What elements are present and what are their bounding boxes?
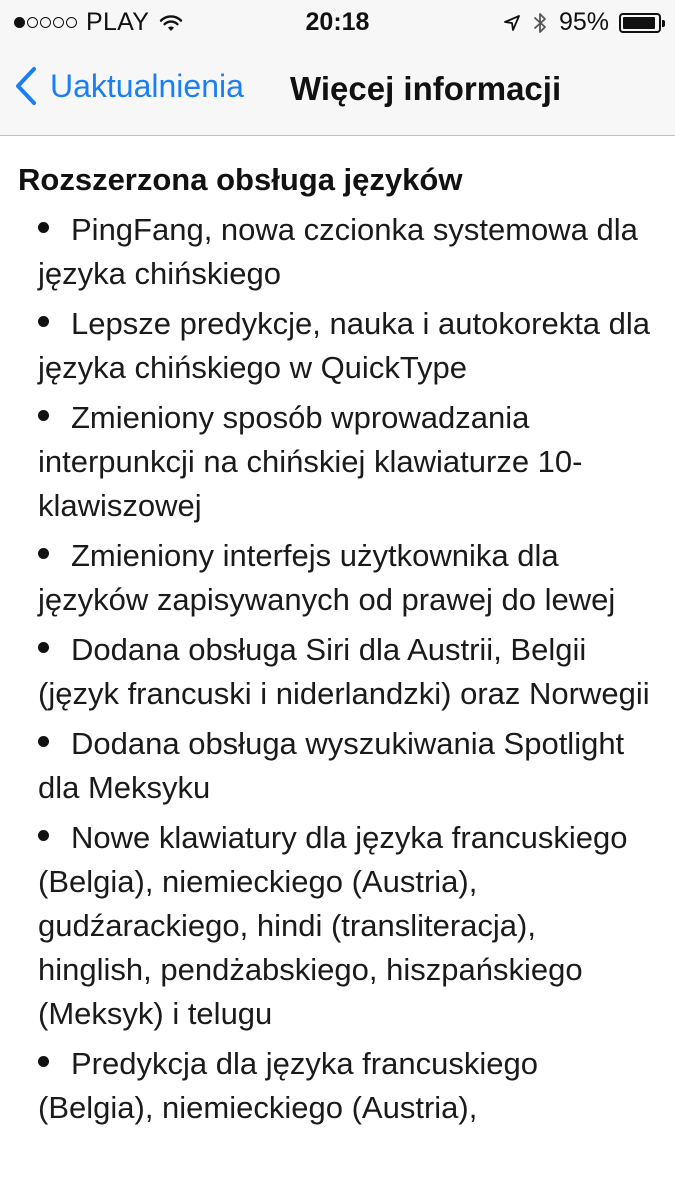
list-item <box>38 816 657 1036</box>
list-item-text: Nowe klawiatury dla języka francuskiego (Belgia), niemieckiego (Austria), gudźarackiego, hindi (transliteracja), hinglish, pendżabskiego, hiszpańskiego (Meksyk) i telugu <box>38 820 628 1031</box>
bullet-dot-icon <box>38 316 49 327</box>
section-heading: Rozszerzona obsługa języków <box>18 162 463 197</box>
list-item-text: Zmieniony interfejs użytkownika dla języków zapisywanych od prawej do lewej <box>38 538 616 617</box>
bullet-dot-icon <box>38 1056 49 1067</box>
list-item-text: Lepsze predykcje, nauka i autokorekta dla języka chińskiego w QuickType <box>38 306 651 385</box>
bullet-list <box>0 208 675 1130</box>
battery-icon <box>619 13 661 33</box>
list-item-text: Dodana obsługa wyszukiwania Spotlight dla Meksyku <box>38 726 625 805</box>
battery-percent: 95% <box>558 8 609 36</box>
release-notes-content[interactable] <box>0 136 675 1200</box>
list-item <box>38 302 657 390</box>
bullet-dot-icon <box>38 548 49 559</box>
list-item-text: Zmieniony sposób wprowadzania interpunkcji na chińskiej klawiaturze 10-klawiszowej <box>38 400 583 523</box>
list-item-text: Predykcja dla języka francuskiego (Belgia), niemieckiego (Austria), <box>38 1046 538 1125</box>
bullet-dot-icon <box>38 830 49 841</box>
back-button-label: Uaktualnienia <box>50 67 244 104</box>
list-item <box>38 396 657 528</box>
list-item-text: Dodana obsługa Siri dla Austrii, Belgii (język francuski i niderlandzki) oraz Norwegii <box>38 632 650 711</box>
bullet-dot-icon <box>38 736 49 747</box>
list-item <box>38 534 657 622</box>
location-arrow-icon <box>503 14 521 32</box>
status-bar-time: 20:18 <box>305 8 370 36</box>
page-title: Więcej informacji <box>290 70 562 107</box>
back-button[interactable] <box>14 66 244 106</box>
bullet-dot-icon <box>38 642 49 653</box>
list-item <box>38 722 657 810</box>
list-item <box>38 208 657 296</box>
list-item-text: PingFang, nowa czcionka systemowa dla języka chińskiego <box>38 212 638 291</box>
list-item <box>38 628 657 716</box>
bullet-dot-icon <box>38 222 49 233</box>
chevron-left-icon <box>14 66 38 106</box>
bullet-dot-icon <box>38 410 49 421</box>
bluetooth-icon <box>533 12 547 34</box>
status-bar <box>0 0 675 44</box>
navigation-bar <box>0 44 675 136</box>
list-item <box>38 1042 657 1130</box>
status-bar-right <box>503 8 661 37</box>
battery-level <box>623 17 655 29</box>
carrier-name: PLAY <box>86 8 150 36</box>
